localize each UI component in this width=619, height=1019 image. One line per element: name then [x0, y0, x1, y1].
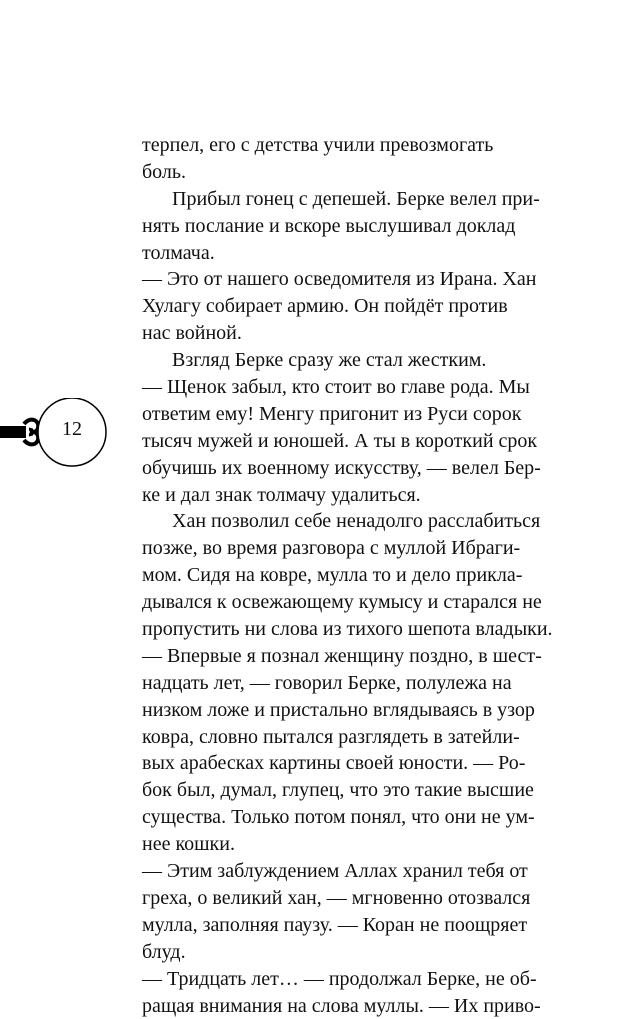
text-line: — Этим заблуждением Аллах хранил тебя от [142, 858, 550, 885]
page-number: 12 [52, 418, 92, 441]
text-line: нас войной. [142, 320, 550, 347]
text-line: позже, во время разговора с муллой Ибраги- [142, 535, 550, 562]
text-line: боль. [142, 159, 550, 186]
text-line: ковра, словно пытался разглядеть в затейли- [142, 724, 550, 751]
text-line: обучишь их военному искусству, — велел Бер- [142, 455, 550, 482]
text-line: — Тридцать лет… — продолжал Берке, не об- [142, 966, 550, 993]
text-line: нять послание и вскоре выслушивал доклад [142, 213, 550, 240]
text-line: тысяч мужей и юношей. А ты в короткий срок [142, 428, 550, 455]
text-line: вых арабесках картины своей юности. — Ро- [142, 750, 550, 777]
text-line: блуд. [142, 939, 550, 966]
text-line: бок был, думал, глупец, что это такие высшие [142, 777, 550, 804]
text-line: Взгляд Берке сразу же стал жестким. [142, 347, 550, 374]
text-line: нее кошки. [142, 831, 550, 858]
text-line: Прибыл гонец с депешей. Берке велел при- [142, 186, 550, 213]
body-text [142, 132, 550, 1019]
text-line: Хулагу собирает армию. Он пойдёт против [142, 293, 550, 320]
text-line: — Это от нашего осведомителя из Ирана. Хан [142, 266, 550, 293]
text-line: пропустить ни слова из тихого шепота владыки. [142, 616, 550, 643]
text-line: существа. Только потом понял, что они не ум- [142, 804, 550, 831]
text-line: низком ложе и пристально вглядываясь в узор [142, 697, 550, 724]
text-line: толмача. [142, 240, 550, 267]
text-line: ответим ему! Менгу пригонит из Руси сорок [142, 401, 550, 428]
text-line: терпел, его с детства учили превозмогать [142, 132, 550, 159]
text-line: ращая внимания на слова муллы. — Их приво- [142, 993, 550, 1019]
text-line: — Впервые я познал женщину поздно, в шест- [142, 643, 550, 670]
text-line: надцать лет, — говорил Берке, полулежа на [142, 670, 550, 697]
text-line: дывался к освежающему кумысу и старался не [142, 589, 550, 616]
text-line: ке и дал знак толмачу удалиться. [142, 482, 550, 509]
text-line: — Щенок забыл, кто стоит во главе рода. Мы [142, 374, 550, 401]
text-line: мом. Сидя на ковре, мулла то и дело прикла- [142, 562, 550, 589]
text-line: мулла, заполняя паузу. — Коран не поощряет [142, 912, 550, 939]
text-line: Хан позволил себе ненадолго расслабиться [142, 508, 550, 535]
text-line: греха, о великий хан, — мгновенно отозвался [142, 885, 550, 912]
